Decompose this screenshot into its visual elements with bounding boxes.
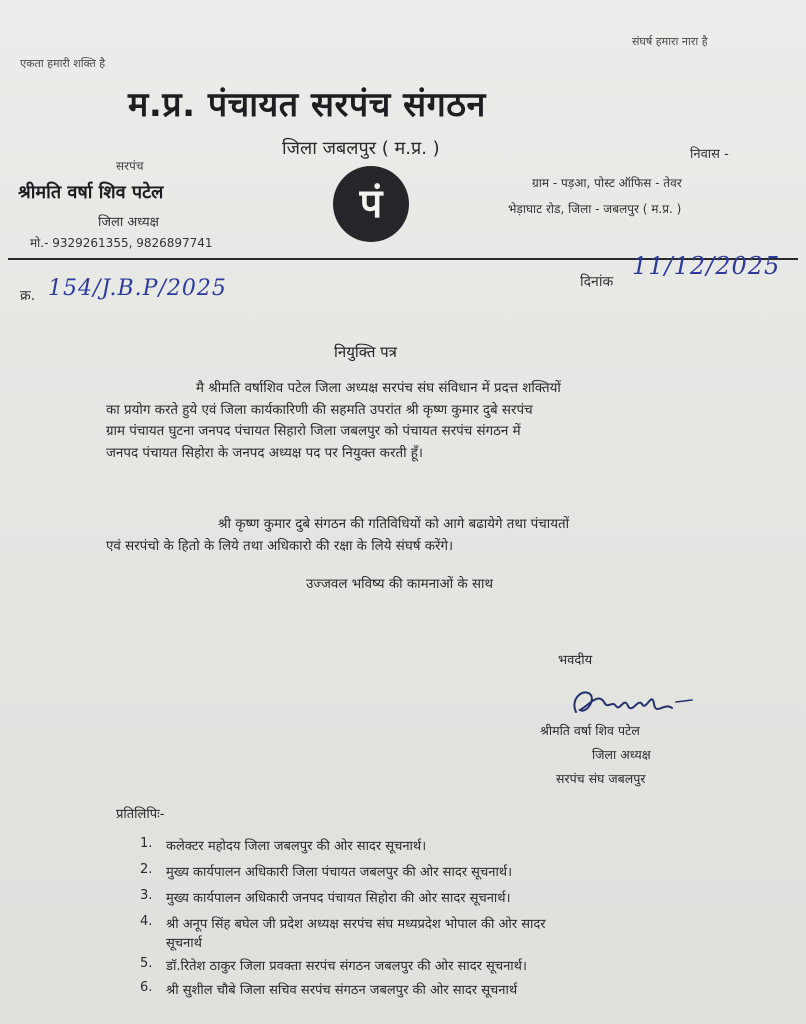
paragraph-line: श्री कृष्ण कुमार दुबे संगठन की गतिविधियों को आगे बढायेगे तथा पंचायतों	[218, 517, 570, 532]
list-item-text: डॉ.रितेश ठाकुर जिला प्रवक्ता सरपंच संगठन जबलपुर की ओर सादर सूचनार्थ।	[166, 959, 527, 974]
date-label: दिनांक	[580, 274, 614, 290]
organization-title: म.प्र. पंचायत सरपंच संगठन	[128, 85, 486, 125]
date-value: 11/12/2025	[632, 252, 781, 280]
list-item-number: 2.	[140, 862, 153, 877]
motto-right: संघर्ष हमारा नारा है	[632, 35, 708, 48]
president-phone: मो.- 9329261355, 9826897741	[30, 236, 213, 250]
paragraph-line: ग्राम पंचायत घुटना जनपद पंचायत सिहारो जिला जबलपुर को पंचायत सरपंच संगठन में	[106, 424, 521, 439]
list-item-number: 5.	[140, 956, 153, 971]
list-item-continuation: सूचनार्थ	[166, 936, 202, 951]
list-item-number: 4.	[140, 914, 153, 929]
list-item-text: मुख्य कार्यपालन अधिकारी जनपद पंचायत सिहोरा की ओर सादर सूचनार्थ।	[166, 891, 511, 906]
president-designation: जिला अध्यक्ष	[98, 215, 160, 230]
paragraph-line: का प्रयोग करते हुये एवं जिला कार्यकारिणी की सहमति उपरांत श्री कृष्ण कुमार दुबे सरपंच	[106, 402, 533, 418]
organization-logo	[333, 166, 409, 242]
list-item-text: मुख्य कार्यपालन अधिकारी जिला पंचायत जबलपुर की ओर सादर सूचनार्थ।	[166, 865, 513, 880]
reference-number: 154/J.B.P/2025	[48, 276, 227, 301]
list-item-text: कलेक्टर महोदय जिला जबलपुर की ओर सादर सूचनार्थ।	[166, 839, 427, 854]
residence-line-1: ग्राम - पड़आ, पोस्ट ऑफिस - तेवर	[532, 176, 682, 190]
signer-organization: सरपंच संघ जबलपुर	[556, 771, 646, 786]
paragraph-line: एवं सरपंचो के हितो के लिये तथा अधिकारो की रक्षा के लिये संघर्ष करेंगे।	[106, 538, 454, 554]
signer-name: श्रीमति वर्षा शिव पटेल	[540, 723, 640, 738]
body-paragraph-2	[106, 514, 746, 557]
list-item-text: श्री अनूप सिंह बघेल जी प्रदेश अध्यक्ष सरपंच संघ मध्यप्रदेश भोपाल की ओर सादर	[166, 917, 546, 932]
reference-prefix: क्र.	[20, 288, 36, 304]
closing-wishes: उज्जवल भविष्य की कामनाओं के साथ	[306, 577, 494, 592]
list-item-number: 6.	[140, 980, 153, 995]
list-item-number: 3.	[140, 888, 153, 903]
letter-subject: नियुक्ति पत्र	[334, 343, 397, 361]
president-role: सरपंच	[116, 159, 144, 173]
body-paragraph-1	[106, 378, 746, 464]
logo-glyph: पं	[359, 181, 383, 227]
president-name: श्रीमति वर्षा शिव पटेल	[18, 182, 164, 203]
signer-designation: जिला अध्यक्ष	[592, 747, 651, 762]
residence-line-2: भेड़ाघाट रोड, जिला - जबलपुर ( म.प्र. )	[508, 202, 682, 216]
residence-label: निवास -	[690, 147, 729, 162]
district-line: जिला जबलपुर ( म.प्र. )	[282, 138, 440, 159]
list-item-text: श्री सुशील चौबे जिला सचिव सरपंच संगठन जबलपुर की ओर सादर सूचनार्थ	[166, 983, 518, 998]
closing-salutation: भवदीय	[558, 653, 593, 668]
copies-heading: प्रतिलिपिः-	[116, 807, 165, 822]
motto-left: एकता हमारी शक्ति है	[20, 57, 106, 70]
paragraph-line: जनपद पंचायत सिहोरा के जनपद अध्यक्ष पद पर नियुक्त करती हूँ।	[106, 445, 423, 461]
paragraph-line: मै श्रीमति वर्षाशिव पटेल जिला अध्यक्ष सरपंच संघ संविधान में प्रदत्त शक्तियों	[196, 381, 561, 396]
list-item-number: 1.	[140, 836, 153, 851]
